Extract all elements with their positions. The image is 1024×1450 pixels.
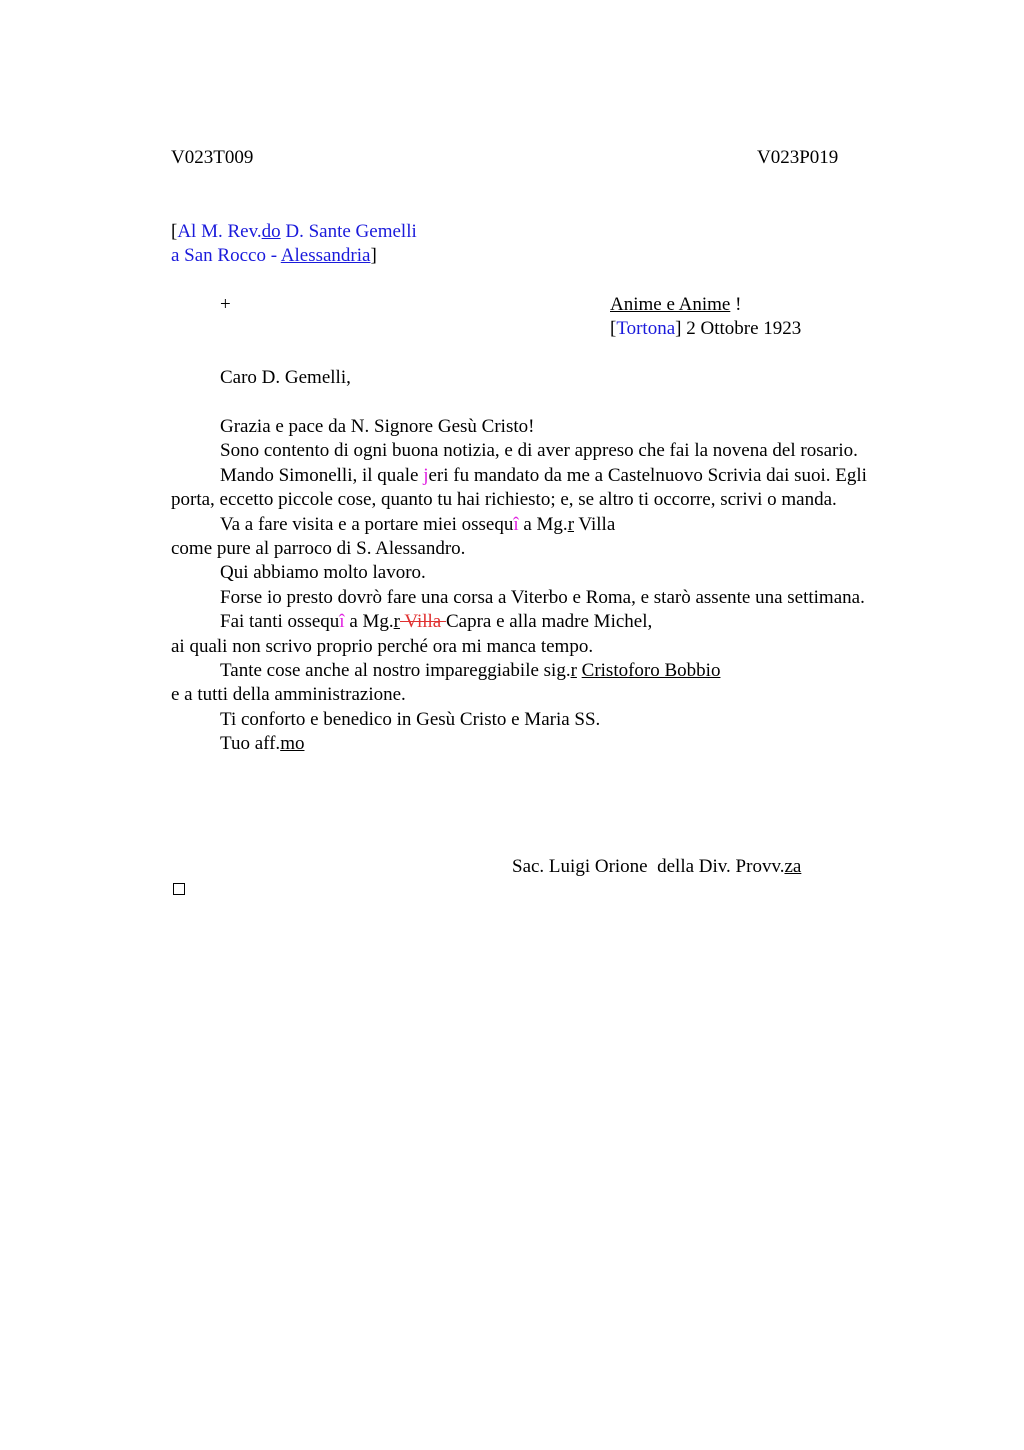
closing-text: Tuo aff. (220, 733, 281, 755)
abbrev-suffix: r (570, 660, 577, 682)
dateline-place: Tortona (616, 318, 676, 339)
address-place: a San Rocco - (171, 245, 281, 266)
abbrev-suffix: r (393, 611, 400, 633)
address-city: Alessandria (280, 245, 371, 266)
body-paragraph-7 (171, 610, 891, 634)
body-paragraph-8-continuation: e a tutti della amministrazione. (171, 684, 406, 706)
body-paragraph-6: Forse io presto dovrò fare una corsa a Viterbo e Roma, e starò assente una settimana. (220, 586, 865, 608)
body-paragraph-2: Sono contento di ogni buona notizia, e di aver appreso che fai la novena del rosario. (220, 440, 858, 462)
abbrev-suffix: mo (280, 733, 305, 755)
body-paragraph-1: Grazia e pace da N. Signore Gesù Cristo! (220, 416, 535, 437)
deleted-text: Villa (399, 611, 446, 633)
body-paragraph-4-continuation: come pure al parroco di S. Alessandro. (171, 538, 466, 560)
end-marker-box (173, 883, 185, 895)
body-paragraph-9: Ti conforto e benedico in Gesù Cristo e Maria SS. (220, 708, 601, 730)
cross-mark: + (220, 294, 231, 315)
closing (171, 732, 891, 756)
dateline: [Tortona] 2 Ottobre 1923 (610, 318, 802, 339)
body-paragraph-8 (171, 659, 891, 683)
motto-exclamation: ! (730, 294, 742, 315)
correction-mark: î (339, 611, 345, 633)
body-text: Tante cose anche al nostro impareggiabile sig. (220, 660, 571, 682)
dateline-date: 2 Ottobre 1923 (681, 318, 802, 339)
correction-mark: j (423, 464, 429, 486)
person-name: Cristoforo Bobbio (581, 660, 721, 682)
motto-text: Anime e Anime (610, 294, 731, 315)
correction-mark: î (513, 513, 519, 535)
address-line-2: a San Rocco - Alessandria] (171, 245, 377, 266)
address-abbrev-suffix: do (261, 221, 281, 242)
signature (512, 855, 801, 879)
address-recipient-name: D. Sante Gemelli (280, 221, 417, 242)
letter-body (171, 415, 891, 757)
address-line-1: [Al M. Rev.do D. Sante Gemelli (171, 221, 417, 242)
body-text: Fai tanti ossequ (220, 611, 340, 633)
body-text: Villa (574, 513, 616, 535)
body-text: a Mg. (518, 513, 568, 535)
signature-text: Sac. Luigi Orione della Div. Provv. (512, 856, 785, 877)
body-paragraph-4 (171, 513, 891, 537)
salutation: Caro D. Gemelli, (220, 367, 351, 388)
body-text: a Mg. (344, 611, 394, 633)
abbrev-suffix: za (784, 856, 802, 877)
address-recipient-prefix: Al M. Rev. (177, 221, 262, 242)
abbrev-suffix: r (567, 513, 575, 535)
body-text: Capra e alla madre Michel, (445, 611, 653, 633)
body-text: Mando Simonelli, il quale (220, 464, 424, 486)
body-text: Va a fare visita e a portare miei ossequ (220, 513, 514, 535)
body-paragraph-3 (171, 464, 891, 513)
body-text: eri fu mandato da me a Castelnuovo Scrivia dai suoi. Egli porta, eccetto piccole cose, quanto tu hai richiesto; e, se altro ti occorre, scrivi o manda. (171, 464, 867, 511)
motto (610, 293, 741, 317)
body-paragraph-5: Qui abbiamo molto lavoro. (220, 562, 426, 584)
document-code-left: V023T009 (171, 147, 254, 168)
body-paragraph-7-continuation: ai quali non scrivo proprio perché ora mi manca tempo. (171, 635, 594, 657)
document-code-right: V023P019 (757, 147, 839, 168)
